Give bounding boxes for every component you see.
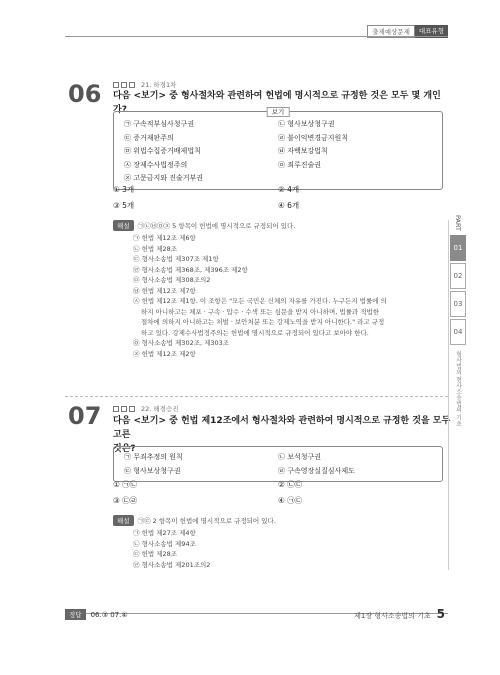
bogi-item: ㉣ 불이익변경금지원칙 (278, 133, 349, 142)
explanation-badge: 해설 (113, 515, 134, 526)
explanation-paragraph: 하고 있다. 강제수사법정주의는 헌법에 명시적으로 규정되어 있다고 보아야 한다. (141, 328, 369, 337)
bogi-item: ㉤ 위법수집증거배제법칙 (124, 147, 201, 155)
question-number-06: 06 (68, 80, 102, 108)
explanation-summary: ㉠㉢ 2 항목이 헌법에 명시적으로 규정되어 있다. (137, 517, 276, 525)
sidebar-divider (448, 220, 449, 570)
sidebar-tab-03[interactable]: 03 (450, 291, 466, 317)
choices-07 (113, 478, 443, 508)
checkbox-icon (121, 82, 127, 88)
explanation-07 (113, 515, 453, 570)
bogi-item: ㉡ 형사보상청구권 (278, 120, 335, 128)
choice-option[interactable]: ③ ㉢㉣ (113, 496, 138, 505)
sidebar-label: PART (454, 215, 462, 231)
choice-option[interactable]: ④ 6개 (278, 201, 300, 210)
sidebar-tab-04[interactable]: 04 (450, 319, 466, 345)
header-divider (65, 36, 448, 37)
explanation-line: ㉢ 형사소송법 제307조 제1항 (133, 255, 219, 263)
bogi-item: ㉣ 구속영장실질심사제도 (278, 466, 355, 475)
bogi-item: ㉦ 장제수사법정주의 (124, 160, 188, 169)
question-source: 22. 해경승진 (141, 405, 179, 413)
bogi-label: 보기 (267, 107, 290, 117)
question-text-line: 것은? (113, 444, 136, 454)
explanation-line: ㉣ 형사소송법 제368조, 제396조 제2항 (133, 265, 248, 274)
explanation-line: ㉢ 헌법 제28조 (133, 550, 178, 558)
chapter-title: 제1장 형사소송법의 기초 (354, 612, 431, 620)
bogi-item: ㉢ 증거재판주의 (124, 133, 174, 142)
sidebar-description: 형사법의 형사소송법의 기초 (454, 350, 462, 427)
answer-text: 06.③ 07.④ (90, 610, 128, 619)
explanation-line: ㉤ 형사소송법 제308조의2 (133, 276, 211, 284)
part-sidebar (450, 215, 466, 427)
bogi-item: ㉡ 보석청구권 (278, 453, 322, 461)
explanation-paragraph: 하지 아니하고는 체포 · 구속 · 압수 · 수색 또는 심문을 받지 아니하며, 법률과 적법한 (141, 307, 380, 316)
bogi-item: ㉠ 구속적부심사청구권 (124, 120, 195, 128)
question-meta-06 (113, 80, 176, 89)
explanation-line: ㉡ 형사소송법 제94조 (133, 539, 196, 548)
explanation-badge: 해설 (113, 220, 134, 231)
explanation-line: ㉡ 헌법 제28조 (133, 244, 178, 253)
explanation-paragraph: ㉦ 헌법 제12조 제1항. 이 조항은 "모든 국민은 신체의 자유를 가진다. 누구든지 법률에 의 (133, 297, 387, 305)
header-section: 출제예상문제 (367, 25, 415, 38)
question-text-06: 다음 <보기> 중 형사절차와 관련하여 헌법에 명시적으로 규정한 것은 모두 몇 개인가? (113, 91, 441, 115)
sidebar-tab-01[interactable]: 01 (450, 235, 466, 261)
checkbox-icon (129, 82, 135, 88)
choice-option[interactable]: ④ ㉠㉢ (278, 496, 303, 505)
choice-option[interactable]: ② ㉡㉢ (278, 480, 303, 489)
checkbox-icon (121, 406, 127, 412)
bogi-box-07 (113, 446, 443, 482)
question-number-07: 07 (68, 402, 102, 430)
answer-key (65, 609, 128, 620)
question-source: 21. 하경1차 (141, 81, 177, 89)
choice-option[interactable]: ① ㉠㉡ (113, 480, 138, 489)
page-number: 5 (436, 607, 445, 621)
choice-option[interactable]: ① 3개 (113, 185, 135, 194)
header-sub: 대표유형 (415, 25, 448, 38)
explanation-line: ㉠ 헌법 제12조 제6항 (133, 234, 196, 242)
checkbox-icon (113, 406, 119, 412)
sidebar-tab-02[interactable]: 02 (450, 263, 466, 289)
explanation-line: ㉥ 헌법 제12조 제7항 (133, 286, 196, 295)
answer-badge: 정답 (65, 609, 86, 620)
bogi-item: ㉠ 무죄추정의 원칙 (124, 453, 183, 461)
choices-06 (113, 183, 443, 213)
explanation-line: ㉣ 형사소송법 제201조의2 (133, 560, 211, 569)
explanation-paragraph: 절차에 의하지 아니하고는 처벌 · 보안처분 또는 강제노역을 받지 아니한다." 라고 규정 (141, 318, 385, 326)
choice-option[interactable]: ③ 5개 (113, 201, 135, 210)
checkbox-icon (113, 82, 119, 88)
section-divider (65, 396, 448, 397)
explanation-line: ㉠ 헌법 제27조 제4항 (133, 529, 196, 537)
bogi-item: ㉨ 고문금지와 진술거부권 (124, 174, 204, 182)
page-footer (354, 607, 445, 621)
explanation-line: ㉨ 헌법 제12조 제2항 (133, 349, 196, 358)
explanation-line: ㉧ 형사소송법 제302조, 제303조 (133, 339, 230, 347)
question-meta-07 (113, 404, 179, 413)
bogi-item: ㉧ 죄루진술권 (278, 160, 322, 169)
bogi-box-06 (113, 108, 443, 190)
explanation-summary: ㉠㉡㉥㉧㉨ 5 항목이 헌법에 명시적으로 규정되어 있다. (137, 222, 296, 230)
question-text-line: 다음 <보기> 중 헌법 제12조에서 형사절차와 관련하여 명시적으로 규정한 것을 모두 고른 (113, 416, 451, 440)
choice-option[interactable]: ② 4개 (278, 185, 300, 194)
bogi-item: ㉥ 자백보강법칙 (278, 147, 328, 155)
bogi-item: ㉢ 형사보상청구권 (124, 466, 181, 475)
explanation-06 (113, 220, 453, 359)
checkbox-icon (129, 406, 135, 412)
